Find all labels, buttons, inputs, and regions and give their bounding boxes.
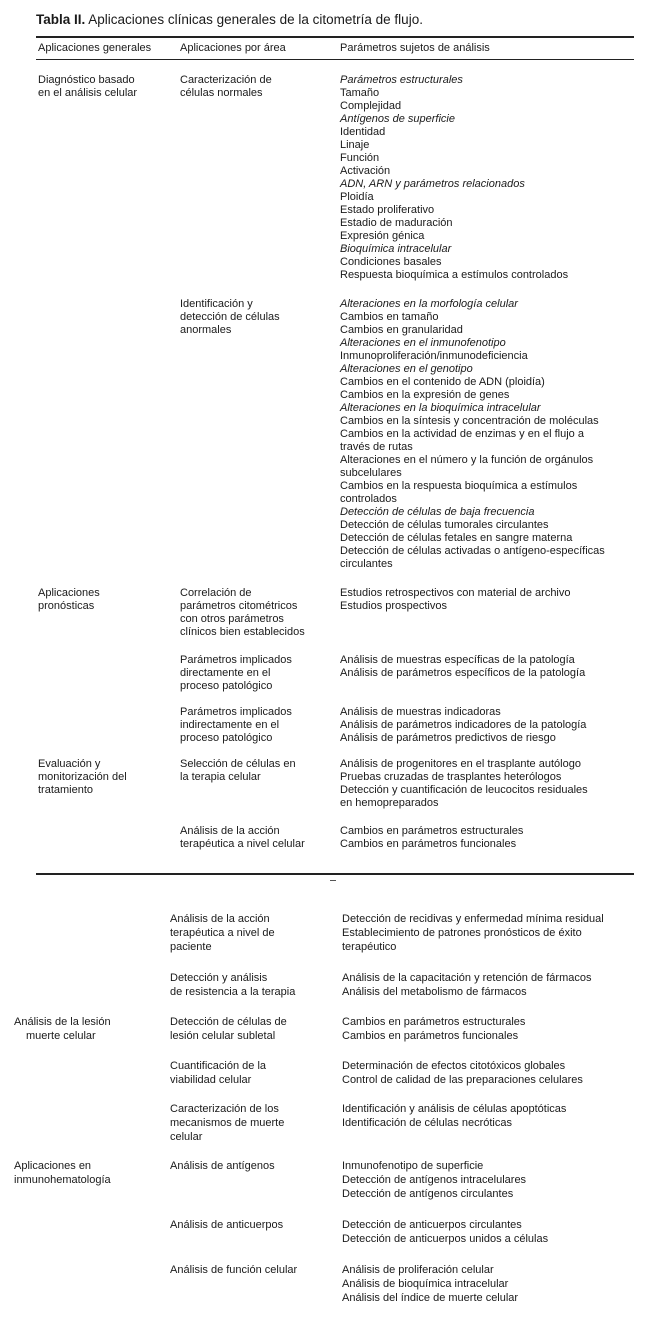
param-line: Análisis de bioquímica intracelular [342, 1278, 509, 1290]
area-app-line: Caracterización de los [170, 1103, 279, 1115]
area-app-line: Detección y análisis [170, 972, 268, 984]
param-line: Análisis de muestras específicas de la patología [340, 654, 575, 666]
param-line: Estudios retrospectivos con material de archivo [340, 587, 571, 599]
param-line: controlados [340, 493, 397, 505]
param-line: Análisis de la capacitación y retención de fármacos [342, 972, 592, 984]
param-line: Análisis del índice de muerte celular [342, 1292, 519, 1304]
param-line: Pruebas cruzadas de trasplantes heterólogos [340, 771, 562, 783]
area-app-line: anormales [180, 324, 232, 336]
param-line: Cambios en parámetros estructurales [340, 825, 524, 837]
bottom-rule [36, 873, 634, 875]
header-general: Aplicaciones generales [38, 42, 152, 54]
area-app-line: Análisis de función celular [170, 1264, 298, 1276]
param-line: Análisis del metabolismo de fármacos [342, 986, 527, 998]
page-break-mark [330, 880, 336, 881]
area-app-line: Parámetros implicados [180, 706, 292, 718]
top-rule [36, 36, 634, 38]
param-line: Detección y cuantificación de leucocitos residuales [340, 784, 588, 796]
param-line: Análisis de parámetros indicadores de la patología [340, 719, 587, 731]
area-app-line: detección de células [180, 311, 280, 323]
param-line: Antígenos de superficie [340, 113, 455, 125]
general-app-line: inmunohematología [14, 1174, 111, 1186]
param-line: Cambios en la respuesta bioquímica a estímulos [340, 480, 578, 492]
area-app-line: directamente en el [180, 667, 271, 679]
param-line: Estado proliferativo [340, 204, 435, 216]
param-line: ADN, ARN y parámetros relacionados [340, 178, 525, 190]
area-app-line: Correlación de [180, 587, 252, 599]
param-line: Detección de células tumorales circulantes [340, 519, 549, 531]
general-app-line: Aplicaciones [38, 587, 100, 599]
param-line: Bioquímica intracelular [340, 243, 452, 255]
area-app-line: Análisis de la acción [180, 825, 280, 837]
general-app-line: Análisis de la lesión [14, 1016, 111, 1028]
area-app-line: de resistencia a la terapia [170, 986, 296, 998]
area-app-line: viabilidad celular [170, 1074, 252, 1086]
param-line: Parámetros estructurales [340, 74, 463, 86]
param-line: Detección de células activadas o antígeno-específicas [340, 545, 605, 557]
area-app-line: Cuantificación de la [170, 1060, 267, 1072]
param-line: Linaje [340, 139, 370, 151]
area-app-line: Identificación y [180, 298, 253, 310]
table-title-text: Aplicaciones clínicas generales de la citometría de flujo. [85, 12, 423, 27]
area-app-line: Análisis de antígenos [170, 1160, 275, 1172]
param-line: Análisis de parámetros específicos de la patología [340, 667, 586, 679]
param-line: Análisis de proliferación celular [342, 1264, 494, 1276]
general-app-line: en el análisis celular [38, 87, 138, 99]
param-line: Cambios en parámetros funcionales [340, 838, 517, 850]
param-line: en hemopreparados [340, 797, 439, 809]
param-line: Detección de antígenos circulantes [342, 1188, 514, 1200]
area-app-line: Caracterización de [180, 74, 272, 86]
general-app-line: Aplicaciones en [14, 1160, 92, 1172]
area-app-line: indirectamente en el [180, 719, 280, 731]
param-line: Expresión génica [340, 230, 425, 242]
param-line: Identidad [340, 126, 386, 138]
param-line: circulantes [340, 558, 393, 570]
param-line: Alteraciones en el genotipo [340, 363, 473, 375]
area-app-line: mecanismos de muerte [170, 1117, 285, 1129]
param-line: Detección de antígenos intracelulares [342, 1174, 527, 1186]
param-line: Detección de células de baja frecuencia [340, 506, 535, 518]
area-app-line: clínicos bien establecidos [180, 626, 305, 638]
area-app-line: terapéutica a nivel celular [180, 838, 305, 850]
area-app-line: proceso patológico [180, 680, 273, 692]
area-app-line: Análisis de anticuerpos [170, 1219, 284, 1231]
header-params: Parámetros sujetos de análisis [340, 42, 490, 54]
general-app-line: Evaluación y [38, 758, 101, 770]
param-line: Alteraciones en el inmunofenotipo [340, 337, 506, 349]
param-line: Estudios prospectivos [340, 600, 447, 612]
param-line: Tamaño [340, 87, 380, 99]
param-line: través de rutas [340, 441, 413, 453]
param-line: Cambios en la expresión de genes [340, 389, 510, 401]
param-line: Cambios en granularidad [340, 324, 463, 336]
area-app-line: la terapia celular [180, 771, 261, 783]
table-title [36, 12, 423, 27]
area-app-line: lesión celular subletal [170, 1030, 276, 1042]
area-app-line: células normales [180, 87, 263, 99]
area-app-line: proceso patológico [180, 732, 273, 744]
param-line: Cambios en parámetros estructurales [342, 1016, 526, 1028]
param-line: Detección de recidivas y enfermedad mínima residual [342, 913, 604, 925]
param-line: Inmunoproliferación/inmunodeficiencia [340, 350, 528, 362]
param-line: Ploidía [340, 191, 374, 203]
param-line: terapéutico [342, 941, 397, 953]
general-app-line: monitorización del [38, 771, 127, 783]
param-line: Activación [340, 165, 391, 177]
area-app-line: Selección de células en [180, 758, 296, 770]
header-rule [36, 59, 634, 60]
param-line: Cambios en el contenido de ADN (ploidía) [340, 376, 545, 388]
general-app-line: pronósticas [38, 600, 95, 612]
area-app-line: celular [170, 1131, 203, 1143]
param-line: subcelulares [340, 467, 402, 479]
table-title-label: Tabla II. [36, 12, 86, 27]
general-app-line: Diagnóstico basado [38, 74, 135, 86]
param-line: Alteraciones en el número y la función de orgánulos [340, 454, 594, 466]
param-line: Cambios en la actividad de enzimas y en el flujo a [340, 428, 584, 440]
param-line: Detección de anticuerpos circulantes [342, 1219, 522, 1231]
param-line: Cambios en parámetros funcionales [342, 1030, 519, 1042]
param-line: Análisis de progenitores en el trasplante autólogo [340, 758, 581, 770]
param-line: Control de calidad de las preparaciones celulares [342, 1074, 583, 1086]
param-line: Condiciones basales [340, 256, 442, 268]
param-line: Inmunofenotipo de superficie [342, 1160, 484, 1172]
header-area: Aplicaciones por área [180, 42, 286, 54]
param-line: Establecimiento de patrones pronósticos de éxito [342, 927, 582, 939]
area-app-line: paciente [170, 941, 212, 953]
area-app-line: terapéutica a nivel de [170, 927, 275, 939]
area-app-line: Detección de células de [170, 1016, 287, 1028]
param-line: Cambios en la síntesis y concentración de moléculas [340, 415, 599, 427]
general-app-line: tratamiento [38, 784, 94, 796]
param-line: Respuesta bioquímica a estímulos controlados [340, 269, 569, 281]
param-line: Detección de células fetales en sangre materna [340, 532, 573, 544]
param-line: Complejidad [340, 100, 402, 112]
param-line: Alteraciones en la morfología celular [340, 298, 518, 310]
param-line: Detección de anticuerpos unidos a células [342, 1233, 549, 1245]
area-app-line: con otros parámetros [180, 613, 284, 625]
area-app-line: Parámetros implicados [180, 654, 292, 666]
param-line: Identificación de células necróticas [342, 1117, 512, 1129]
param-line: Análisis de muestras indicadoras [340, 706, 501, 718]
param-line: Análisis de parámetros predictivos de riesgo [340, 732, 556, 744]
area-app-line: parámetros citométricos [180, 600, 298, 612]
param-line: Alteraciones en la bioquímica intracelular [340, 402, 541, 414]
area-app-line: Análisis de la acción [170, 913, 270, 925]
param-line: Función [340, 152, 380, 164]
param-line: Identificación y análisis de células apoptóticas [342, 1103, 567, 1115]
general-app-line: muerte celular [26, 1030, 96, 1042]
param-line: Cambios en tamaño [340, 311, 439, 323]
param-line: Determinación de efectos citotóxicos globales [342, 1060, 566, 1072]
param-line: Estadio de maduración [340, 217, 453, 229]
